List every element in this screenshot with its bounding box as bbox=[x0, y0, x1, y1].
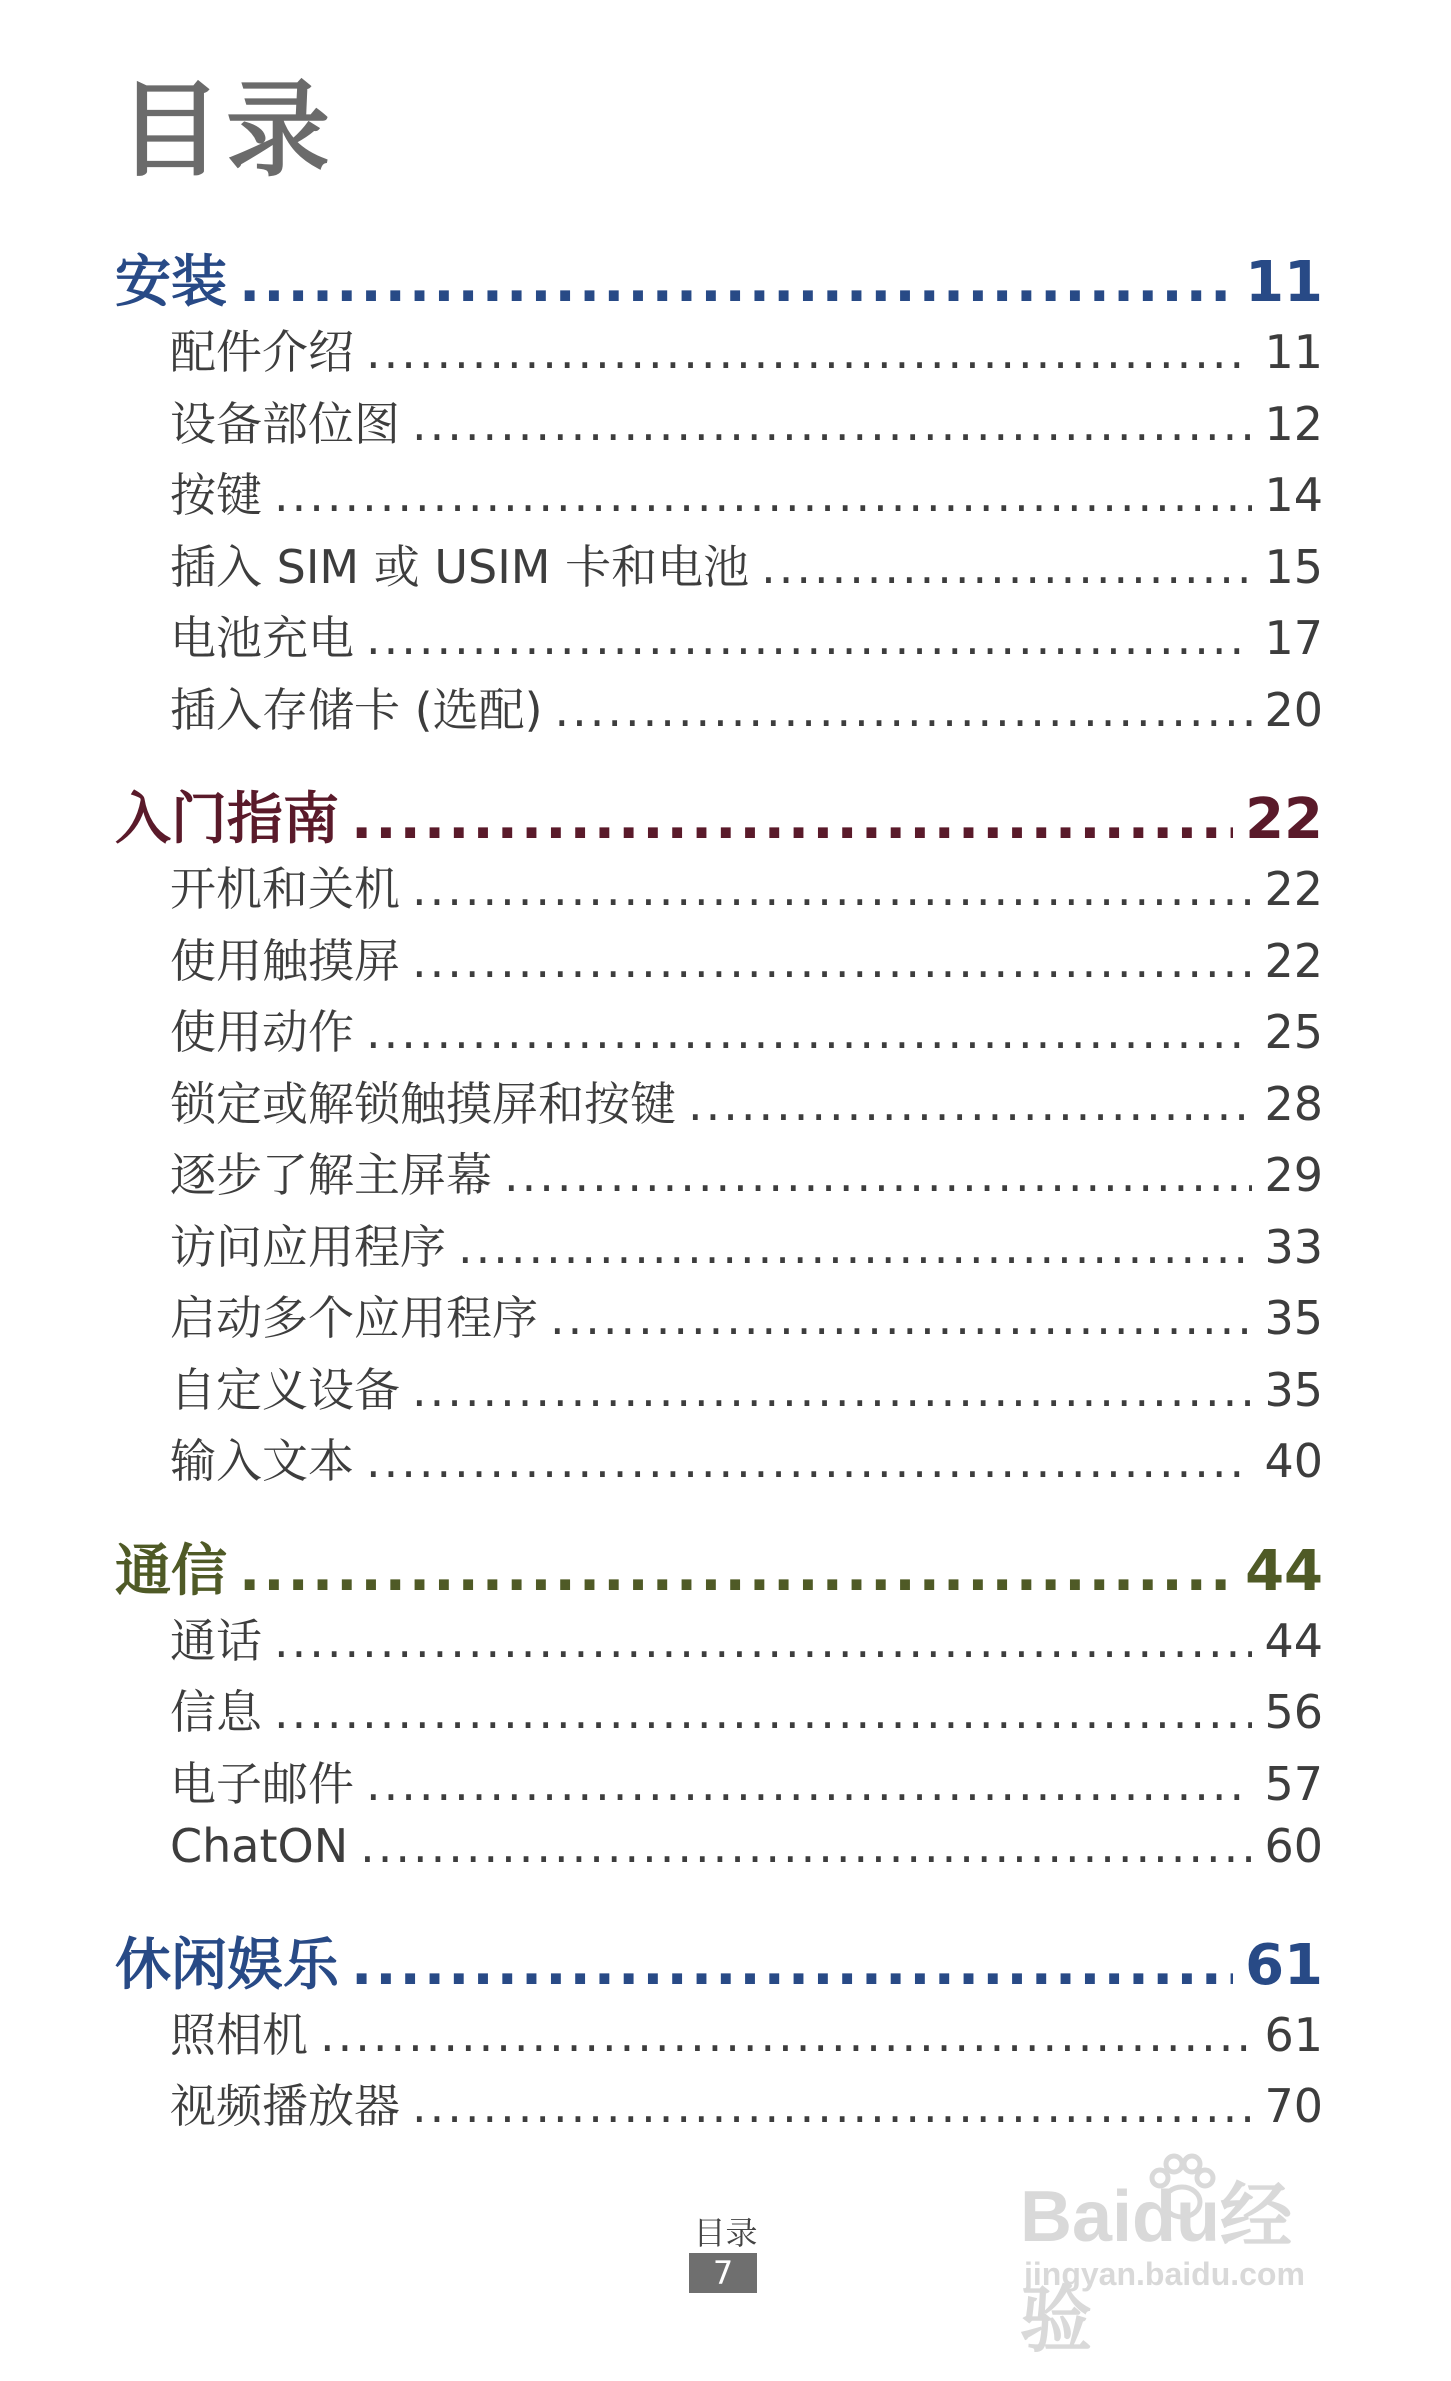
entry-label: 输入文本 bbox=[170, 1434, 354, 1488]
toc-entry[interactable] bbox=[115, 602, 1323, 674]
toc-section-heading[interactable] bbox=[115, 1921, 1323, 1999]
entry-label: 使用触摸屏 bbox=[170, 933, 400, 988]
watermark-brand: Baidu经验 bbox=[1020, 2177, 1293, 2361]
dot-leader bbox=[274, 1685, 1252, 1739]
toc-entry[interactable] bbox=[115, 996, 1323, 1068]
toc-section-heading[interactable] bbox=[115, 238, 1323, 316]
dot-leader bbox=[366, 1757, 1252, 1811]
entry-page-number: 33 bbox=[1264, 1219, 1323, 1274]
toc-entry[interactable] bbox=[115, 1068, 1323, 1140]
entry-page-number: 35 bbox=[1264, 1362, 1323, 1417]
entry-page-number: 57 bbox=[1264, 1756, 1323, 1811]
dot-leader bbox=[412, 862, 1252, 916]
entry-page-number: 60 bbox=[1264, 1819, 1323, 1873]
dot-leader bbox=[320, 2008, 1252, 2062]
toc-entry[interactable] bbox=[115, 2070, 1323, 2142]
entry-page-number: 35 bbox=[1264, 1291, 1323, 1345]
toc-entry[interactable] bbox=[115, 459, 1323, 531]
entry-page-number: 28 bbox=[1264, 1076, 1323, 1131]
dot-leader bbox=[239, 1539, 1233, 1604]
entry-page-number: 56 bbox=[1264, 1685, 1323, 1739]
entry-label: 使用动作 bbox=[170, 1005, 354, 1059]
entry-page-number: 12 bbox=[1264, 396, 1323, 451]
entry-label: 信息 bbox=[170, 1685, 262, 1739]
toc-section-getting-started bbox=[115, 775, 1323, 1497]
dot-leader bbox=[412, 2079, 1252, 2133]
toc-entry[interactable] bbox=[115, 531, 1323, 603]
entry-page-number: 11 bbox=[1264, 325, 1323, 379]
dot-leader bbox=[351, 1933, 1233, 1998]
toc-entry[interactable] bbox=[115, 388, 1323, 460]
toc-entry[interactable] bbox=[115, 925, 1323, 997]
dot-leader bbox=[366, 611, 1252, 665]
section-title: 通信 bbox=[115, 1538, 227, 1604]
section-page-number: 61 bbox=[1245, 1932, 1323, 1998]
watermark-url: jingyan.baidu.com bbox=[1024, 2256, 1305, 2292]
section-title: 休闲娱乐 bbox=[115, 1932, 339, 1998]
toc-entry[interactable] bbox=[115, 1605, 1323, 1677]
toc-entry[interactable] bbox=[115, 1819, 1323, 1891]
toc-entry[interactable] bbox=[115, 1211, 1323, 1283]
entry-label: ChatON bbox=[170, 1819, 349, 1873]
entry-label: 设备部位图 bbox=[170, 396, 400, 451]
dot-leader bbox=[366, 1005, 1252, 1059]
dot-leader bbox=[412, 1363, 1252, 1417]
section-page-number: 22 bbox=[1245, 787, 1323, 852]
table-of-contents bbox=[115, 238, 1323, 2172]
page-title: 目录 bbox=[118, 69, 335, 191]
toc-entry[interactable] bbox=[115, 674, 1323, 746]
entry-page-number: 70 bbox=[1264, 2079, 1323, 2133]
dot-leader bbox=[366, 1434, 1252, 1488]
entry-label: 通话 bbox=[170, 1613, 262, 1668]
section-title: 安装 bbox=[115, 250, 227, 315]
entry-label: 电池充电 bbox=[170, 611, 354, 665]
entry-page-number: 61 bbox=[1264, 2007, 1323, 2062]
entry-label: 访问应用程序 bbox=[170, 1219, 446, 1274]
toc-section-entertainment bbox=[115, 1921, 1323, 2142]
toc-section-heading[interactable] bbox=[115, 775, 1323, 853]
dot-leader bbox=[412, 397, 1252, 451]
entry-label: 开机和关机 bbox=[170, 862, 400, 916]
entry-page-number: 40 bbox=[1264, 1434, 1323, 1488]
entry-label: 逐步了解主屏幕 bbox=[170, 1148, 492, 1202]
entry-label: 自定义设备 bbox=[170, 1362, 400, 1417]
toc-entry[interactable] bbox=[115, 1354, 1323, 1426]
dot-leader bbox=[550, 1291, 1252, 1345]
entry-page-number: 44 bbox=[1264, 1613, 1323, 1668]
dot-leader bbox=[366, 325, 1252, 379]
entry-page-number: 20 bbox=[1264, 682, 1323, 737]
toc-section-install bbox=[115, 238, 1323, 745]
footer-section-label: 目录 bbox=[693, 2214, 758, 2252]
toc-section-heading[interactable] bbox=[115, 1527, 1323, 1605]
toc-entry[interactable] bbox=[115, 316, 1323, 388]
entry-label: 照相机 bbox=[170, 2007, 308, 2062]
toc-section-communication bbox=[115, 1527, 1323, 1891]
section-page-number: 11 bbox=[1245, 250, 1323, 315]
dot-leader bbox=[239, 250, 1233, 315]
toc-entry[interactable] bbox=[115, 1748, 1323, 1820]
dot-leader bbox=[274, 1614, 1252, 1668]
entry-page-number: 22 bbox=[1264, 933, 1323, 988]
dot-leader bbox=[504, 1148, 1252, 1202]
entry-label: 启动多个应用程序 bbox=[170, 1291, 538, 1345]
section-page-number: 44 bbox=[1245, 1538, 1323, 1604]
toc-entry[interactable] bbox=[115, 1425, 1323, 1497]
baidu-watermark bbox=[1020, 2148, 1360, 2361]
entry-label: 插入存储卡 (选配) bbox=[170, 682, 543, 737]
dot-leader bbox=[412, 934, 1252, 988]
entry-label: 按键 bbox=[170, 468, 262, 522]
dot-leader bbox=[761, 540, 1252, 594]
entry-page-number: 14 bbox=[1264, 468, 1323, 522]
entry-page-number: 29 bbox=[1264, 1148, 1323, 1202]
entry-label: 配件介绍 bbox=[170, 325, 354, 379]
entry-label: 视频播放器 bbox=[170, 2079, 400, 2133]
section-title: 入门指南 bbox=[115, 787, 339, 852]
toc-entry[interactable] bbox=[115, 1139, 1323, 1211]
dot-leader bbox=[688, 1077, 1252, 1131]
dot-leader bbox=[274, 468, 1252, 522]
toc-entry[interactable] bbox=[115, 853, 1323, 925]
dot-leader bbox=[351, 787, 1233, 852]
entry-page-number: 22 bbox=[1264, 862, 1323, 916]
dot-leader bbox=[555, 683, 1253, 737]
footer-page-number: 7 bbox=[689, 2253, 757, 2293]
toc-entry[interactable] bbox=[115, 1282, 1323, 1354]
entry-label: 电子邮件 bbox=[170, 1756, 354, 1811]
entry-page-number: 15 bbox=[1264, 539, 1323, 594]
entry-label: 锁定或解锁触摸屏和按键 bbox=[170, 1076, 676, 1131]
entry-page-number: 17 bbox=[1264, 611, 1323, 665]
entry-label: 插入 SIM 或 USIM 卡和电池 bbox=[170, 539, 750, 594]
toc-entry[interactable] bbox=[115, 1999, 1323, 2071]
toc-entry[interactable] bbox=[115, 1676, 1323, 1748]
entry-page-number: 25 bbox=[1264, 1005, 1323, 1059]
dot-leader bbox=[458, 1220, 1252, 1274]
dot-leader bbox=[360, 1819, 1252, 1873]
